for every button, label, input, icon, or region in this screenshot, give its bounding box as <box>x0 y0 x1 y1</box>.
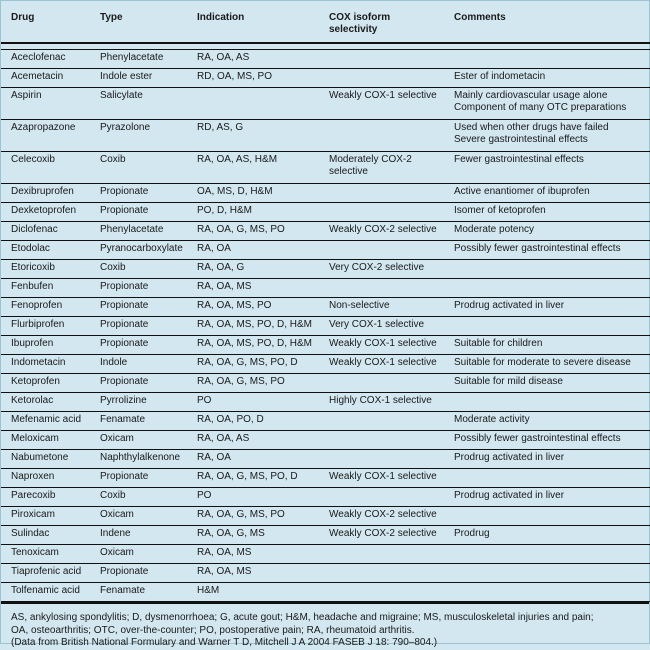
cell-drug <box>1 241 90 260</box>
cell-type-line: Coxib <box>100 262 126 273</box>
cell-indication <box>187 393 319 412</box>
cell-cox-selectivity-line: Non-selective <box>329 300 390 311</box>
header-type: Type <box>90 1 187 43</box>
cell-drug-line: Ketorolac <box>11 395 54 406</box>
cell-cox-selectivity <box>319 298 444 317</box>
table-row <box>1 203 650 222</box>
cell-cox-selectivity <box>319 203 444 222</box>
cell-drug-line: Aceclofenac <box>11 52 66 63</box>
cell-comments-line: Mainly cardiovascular usage alone <box>454 90 608 101</box>
cell-cox-selectivity <box>319 317 444 336</box>
cell-drug-line: Tenoxicam <box>11 547 59 558</box>
cell-indication-line: RA, OA, G, MS, PO, D <box>197 357 298 368</box>
cell-type-line: Propionate <box>100 319 149 330</box>
cell-indication-line: RA, OA, AS, H&M <box>197 154 278 165</box>
cell-drug <box>1 355 90 374</box>
cell-comments-line: Suitable for children <box>454 338 543 349</box>
cell-cox-selectivity <box>319 152 444 184</box>
cell-drug <box>1 545 90 564</box>
cell-type <box>90 488 187 507</box>
cell-comments <box>444 393 650 412</box>
cell-drug <box>1 431 90 450</box>
cell-indication-line: RA, OA <box>197 243 231 254</box>
cell-cox-selectivity-line: Very COX-1 selective <box>329 319 425 330</box>
cell-drug-line: Meloxicam <box>11 433 59 444</box>
header-indication: Indication <box>187 1 319 43</box>
cell-type-line: Propionate <box>100 471 149 482</box>
cell-comments-line: Moderate activity <box>454 414 530 425</box>
cell-drug <box>1 412 90 431</box>
table-row <box>1 431 650 450</box>
cell-cox-selectivity <box>319 222 444 241</box>
cell-indication <box>187 431 319 450</box>
cell-indication <box>187 260 319 279</box>
cell-cox-selectivity <box>319 469 444 488</box>
cell-drug <box>1 317 90 336</box>
cell-type <box>90 564 187 583</box>
cell-drug-line: Parecoxib <box>11 490 56 501</box>
header-comments: Comments <box>444 1 650 43</box>
cell-type <box>90 152 187 184</box>
table-row <box>1 260 650 279</box>
cell-comments <box>444 469 650 488</box>
cell-drug-line: Dexibruprofen <box>11 186 74 197</box>
cell-cox-selectivity <box>319 88 444 120</box>
cell-drug <box>1 450 90 469</box>
cell-drug-line: Piroxicam <box>11 509 55 520</box>
cell-comments-line: Severe gastrointestinal effects <box>454 133 588 145</box>
table-row <box>1 393 650 412</box>
table-row <box>1 241 650 260</box>
cell-type <box>90 583 187 602</box>
cell-indication-line: RA, OA, G <box>197 262 245 273</box>
table-row <box>1 564 650 583</box>
cell-cox-selectivity <box>319 69 444 88</box>
footnote-source: (Data from British National Formulary and Warner T D, Mitchell J A 2004 FASEB J 18: 790–804.) <box>11 637 438 648</box>
cell-drug-line: Nabumetone <box>11 452 69 463</box>
cell-type <box>90 260 187 279</box>
cell-drug <box>1 120 90 152</box>
cell-indication-line: PO <box>197 395 212 406</box>
table-row <box>1 507 650 526</box>
cell-drug-line: Diclofenac <box>11 224 58 235</box>
cell-comments-line: Active enantiomer of ibuprofen <box>454 186 590 197</box>
cell-comments-line: Suitable for mild disease <box>454 376 563 387</box>
cell-drug-line: Tolfenamic acid <box>11 585 80 596</box>
cell-type-line: Propionate <box>100 300 149 311</box>
cell-type <box>90 450 187 469</box>
cell-comments <box>444 317 650 336</box>
cell-cox-selectivity <box>319 260 444 279</box>
cell-comments-line: Prodrug activated in liver <box>454 452 565 463</box>
table-row <box>1 545 650 564</box>
cell-drug <box>1 393 90 412</box>
cell-indication-line: RA, OA, MS <box>197 566 252 577</box>
cell-comments-line: Possibly fewer gastrointestinal effects <box>454 243 621 254</box>
cell-type <box>90 412 187 431</box>
cell-drug-line: Acemetacin <box>11 71 64 82</box>
cell-drug-line: Azapropazone <box>11 122 76 133</box>
cell-cox-selectivity <box>319 507 444 526</box>
cell-type <box>90 184 187 203</box>
cell-comments-line: Fewer gastrointestinal effects <box>454 154 584 165</box>
cell-drug-line: Etodolac <box>11 243 50 254</box>
cell-comments <box>444 241 650 260</box>
header-cox-selectivity: COX isoform selectivity <box>319 1 444 43</box>
cell-comments <box>444 412 650 431</box>
cell-cox-selectivity-line: Weakly COX-1 selective <box>329 338 437 349</box>
cell-type-line: Coxib <box>100 490 126 501</box>
cell-cox-selectivity-line: Weakly COX-1 selective <box>329 471 437 482</box>
cell-type <box>90 431 187 450</box>
cell-cox-selectivity <box>319 412 444 431</box>
cell-drug-line: Etoricoxib <box>11 262 55 273</box>
cell-comments-line: Suitable for moderate to severe disease <box>454 357 631 368</box>
cell-cox-selectivity-line: Weakly COX-2 selective <box>329 224 437 235</box>
cell-type <box>90 88 187 120</box>
cell-drug-line: Dexketoprofen <box>11 205 77 216</box>
footnote-abbreviations-2: OA, osteoarthritis; OTC, over-the-counter; PO, postoperative pain; RA, rheumatoid arthritis. <box>11 624 415 636</box>
cell-indication-line: H&M <box>197 585 220 596</box>
cell-drug-line: Celecoxib <box>11 154 55 165</box>
cell-indication-line: RA, OA, G, MS, PO <box>197 224 285 235</box>
table-row <box>1 317 650 336</box>
cell-comments <box>444 526 650 545</box>
cell-comments-line: Prodrug activated in liver <box>454 490 565 501</box>
cell-drug-line: Ibuprofen <box>11 338 54 349</box>
cell-drug <box>1 203 90 222</box>
cell-drug-line: Ketoprofen <box>11 376 60 387</box>
header-drug: Drug <box>1 1 90 43</box>
cell-drug <box>1 374 90 393</box>
cell-drug <box>1 488 90 507</box>
cell-drug-line: Indometacin <box>11 357 66 368</box>
cell-drug <box>1 298 90 317</box>
table-row <box>1 583 650 602</box>
cell-indication-line: RA, OA, PO, D <box>197 414 264 425</box>
cell-type-line: Propionate <box>100 566 149 577</box>
cell-indication <box>187 120 319 152</box>
cell-indication <box>187 203 319 222</box>
cell-type <box>90 336 187 355</box>
cell-indication-line: PO, D, H&M <box>197 205 253 216</box>
cell-indication <box>187 336 319 355</box>
cell-indication-line: RD, OA, MS, PO <box>197 71 273 82</box>
cell-comments <box>444 298 650 317</box>
cell-type <box>90 355 187 374</box>
cell-indication <box>187 69 319 88</box>
cell-comments <box>444 184 650 203</box>
cell-type <box>90 203 187 222</box>
cell-type <box>90 507 187 526</box>
cell-drug-line: Flurbiprofen <box>11 319 65 330</box>
cell-indication <box>187 507 319 526</box>
cell-type-line: Phenylacetate <box>100 224 164 235</box>
cell-indication <box>187 488 319 507</box>
table-row <box>1 184 650 203</box>
table-row <box>1 336 650 355</box>
cell-drug <box>1 222 90 241</box>
cell-indication-line: PO <box>197 490 212 501</box>
cell-type-line: Propionate <box>100 281 149 292</box>
cell-type-line: Propionate <box>100 186 149 197</box>
cell-type <box>90 469 187 488</box>
cell-indication-line: RA, OA, AS <box>197 433 250 444</box>
cell-type-line: Oxicam <box>100 433 134 444</box>
table-row <box>1 374 650 393</box>
table-row <box>1 120 650 152</box>
cell-indication <box>187 583 319 602</box>
cell-drug <box>1 583 90 602</box>
cell-drug-line: Mefenamic acid <box>11 414 82 425</box>
table-row <box>1 222 650 241</box>
cell-type <box>90 545 187 564</box>
cell-comments <box>444 488 650 507</box>
cell-type-line: Salicylate <box>100 90 143 101</box>
table-row <box>1 412 650 431</box>
cell-comments <box>444 583 650 602</box>
table-row <box>1 88 650 120</box>
cell-comments <box>444 260 650 279</box>
cell-cox-selectivity-line: Weakly COX-2 selective <box>329 528 437 539</box>
cell-cox-selectivity <box>319 355 444 374</box>
cell-indication <box>187 279 319 298</box>
cell-comments-line: Isomer of ketoprofen <box>454 205 546 216</box>
cell-type-line: Indole ester <box>100 71 153 82</box>
cell-drug <box>1 88 90 120</box>
table-row <box>1 526 650 545</box>
cell-drug-line: Fenoprofen <box>11 300 63 311</box>
cell-indication-line: RA, OA <box>197 452 231 463</box>
cell-cox-selectivity-line: Weakly COX-1 selective <box>329 357 437 368</box>
cell-indication <box>187 222 319 241</box>
cell-cox-selectivity <box>319 50 444 69</box>
cell-cox-selectivity <box>319 450 444 469</box>
cell-drug <box>1 69 90 88</box>
cell-comments <box>444 279 650 298</box>
cell-indication-line: RA, OA, G, MS, PO, D <box>197 471 298 482</box>
cell-comments <box>444 152 650 184</box>
cell-cox-selectivity <box>319 488 444 507</box>
cell-cox-selectivity <box>319 526 444 545</box>
cell-comments <box>444 450 650 469</box>
cell-indication <box>187 298 319 317</box>
cell-type-line: Propionate <box>100 376 149 387</box>
table-row <box>1 298 650 317</box>
cell-drug <box>1 152 90 184</box>
cell-type-line: Fenamate <box>100 414 146 425</box>
cell-indication-line: RA, OA, G, MS, PO <box>197 509 285 520</box>
cell-drug <box>1 507 90 526</box>
cell-type <box>90 241 187 260</box>
cell-cox-selectivity-line: Moderately COX-2 <box>329 154 412 165</box>
cell-type-line: Fenamate <box>100 585 146 596</box>
cell-type-line: Phenylacetate <box>100 52 164 63</box>
cell-drug-line: Tiaprofenic acid <box>11 566 82 577</box>
cell-indication <box>187 469 319 488</box>
table-row <box>1 488 650 507</box>
table-row <box>1 450 650 469</box>
cell-comments-line: Prodrug <box>454 528 490 539</box>
table-row <box>1 50 650 69</box>
cell-comments-line: Prodrug activated in liver <box>454 300 565 311</box>
cell-comments <box>444 69 650 88</box>
cell-indication-line: RA, OA, MS, PO <box>197 300 272 311</box>
cell-comments-line: Used when other drugs have failed <box>454 122 609 133</box>
cell-type <box>90 526 187 545</box>
cell-type-line: Indene <box>100 528 131 539</box>
cell-cox-selectivity <box>319 279 444 298</box>
table-body <box>1 43 650 602</box>
cell-type-line: Naphthylalkenone <box>100 452 181 463</box>
cell-cox-selectivity <box>319 374 444 393</box>
cell-type <box>90 50 187 69</box>
cell-indication-line: RA, OA, AS <box>197 52 250 63</box>
cell-indication <box>187 152 319 184</box>
cell-drug <box>1 526 90 545</box>
cell-drug <box>1 336 90 355</box>
table-row <box>1 469 650 488</box>
cell-cox-selectivity <box>319 336 444 355</box>
cell-comments <box>444 564 650 583</box>
cell-type <box>90 317 187 336</box>
cell-drug-line: Aspirin <box>11 90 42 101</box>
cell-indication <box>187 241 319 260</box>
cell-type-line: Indole <box>100 357 128 368</box>
cell-comments-line: Moderate potency <box>454 224 535 235</box>
cell-indication-line: RA, OA, MS, PO, D, H&M <box>197 338 313 349</box>
header-row <box>1 1 650 43</box>
cell-indication <box>187 526 319 545</box>
cell-cox-selectivity-line: Weakly COX-2 selective <box>329 509 437 520</box>
cell-cox-selectivity <box>319 545 444 564</box>
cell-drug-line: Sulindac <box>11 528 50 539</box>
cell-cox-selectivity <box>319 120 444 152</box>
cell-cox-selectivity-line: Highly COX-1 selective <box>329 395 432 406</box>
cell-indication <box>187 50 319 69</box>
cell-type-line: Pyranocarboxylate <box>100 243 183 254</box>
cell-comments <box>444 507 650 526</box>
table-row <box>1 69 650 88</box>
cell-drug <box>1 50 90 69</box>
cell-comments-line: Component of many OTC preparations <box>454 101 627 113</box>
cell-type <box>90 374 187 393</box>
cell-indication-line: RA, OA, MS, PO, D, H&M <box>197 319 313 330</box>
cell-comments <box>444 336 650 355</box>
cell-drug <box>1 260 90 279</box>
cell-indication <box>187 317 319 336</box>
cell-cox-selectivity <box>319 564 444 583</box>
cell-indication-line: OA, MS, D, H&M <box>197 186 273 197</box>
cell-type-line: Coxib <box>100 154 126 165</box>
cell-cox-selectivity-line: Very COX-2 selective <box>329 262 425 273</box>
cell-indication <box>187 184 319 203</box>
cell-type <box>90 69 187 88</box>
cell-cox-selectivity <box>319 184 444 203</box>
cell-drug-line: Naproxen <box>11 471 55 482</box>
cell-indication-line: RA, OA, MS <box>197 547 252 558</box>
footnotes <box>1 602 649 650</box>
cell-type-line: Pyrrolizine <box>100 395 147 406</box>
cell-indication-line: RA, OA, G, MS, PO <box>197 376 285 387</box>
nsaid-table <box>1 1 650 602</box>
cell-comments <box>444 374 650 393</box>
cell-drug <box>1 184 90 203</box>
cell-comments <box>444 545 650 564</box>
cell-comments <box>444 431 650 450</box>
cell-type-line: Propionate <box>100 205 149 216</box>
cell-indication <box>187 355 319 374</box>
cell-cox-selectivity-line: selective <box>329 165 368 177</box>
cell-comments <box>444 355 650 374</box>
table-row <box>1 355 650 374</box>
table-row <box>1 279 650 298</box>
cell-comments <box>444 120 650 152</box>
cell-comments <box>444 222 650 241</box>
cell-type-line: Oxicam <box>100 547 134 558</box>
cell-cox-selectivity <box>319 393 444 412</box>
cell-type-line: Oxicam <box>100 509 134 520</box>
cell-type <box>90 222 187 241</box>
cell-type <box>90 298 187 317</box>
cell-indication <box>187 545 319 564</box>
cell-comments <box>444 50 650 69</box>
cell-indication-line: RA, OA, MS <box>197 281 252 292</box>
cell-drug-line: Fenbufen <box>11 281 54 292</box>
cell-indication-line: RD, AS, G <box>197 122 244 133</box>
cell-type <box>90 393 187 412</box>
cell-indication <box>187 374 319 393</box>
cell-cox-selectivity <box>319 431 444 450</box>
cell-drug <box>1 564 90 583</box>
cell-indication <box>187 412 319 431</box>
cell-drug <box>1 469 90 488</box>
cell-comments-line: Ester of indometacin <box>454 71 546 82</box>
cell-comments <box>444 203 650 222</box>
cell-comments-line: Possibly fewer gastrointestinal effects <box>454 433 621 444</box>
footnote-abbreviations-1: AS, ankylosing spondylitis; D, dysmenorrhoea; G, acute gout; H&M, headache and migraine; MS, musculoskeletal injuries and pain; <box>11 612 594 623</box>
cell-type <box>90 279 187 298</box>
cell-type <box>90 120 187 152</box>
cell-cox-selectivity-line: Weakly COX-1 selective <box>329 90 437 101</box>
cell-comments <box>444 88 650 120</box>
cell-indication <box>187 88 319 120</box>
cell-indication <box>187 450 319 469</box>
cell-cox-selectivity <box>319 241 444 260</box>
cell-indication <box>187 564 319 583</box>
cell-type-line: Propionate <box>100 338 149 349</box>
cell-indication-line: RA, OA, G, MS <box>197 528 265 539</box>
table-row <box>1 152 650 184</box>
cell-type-line: Pyrazolone <box>100 122 151 133</box>
cell-drug <box>1 279 90 298</box>
cell-cox-selectivity <box>319 583 444 602</box>
